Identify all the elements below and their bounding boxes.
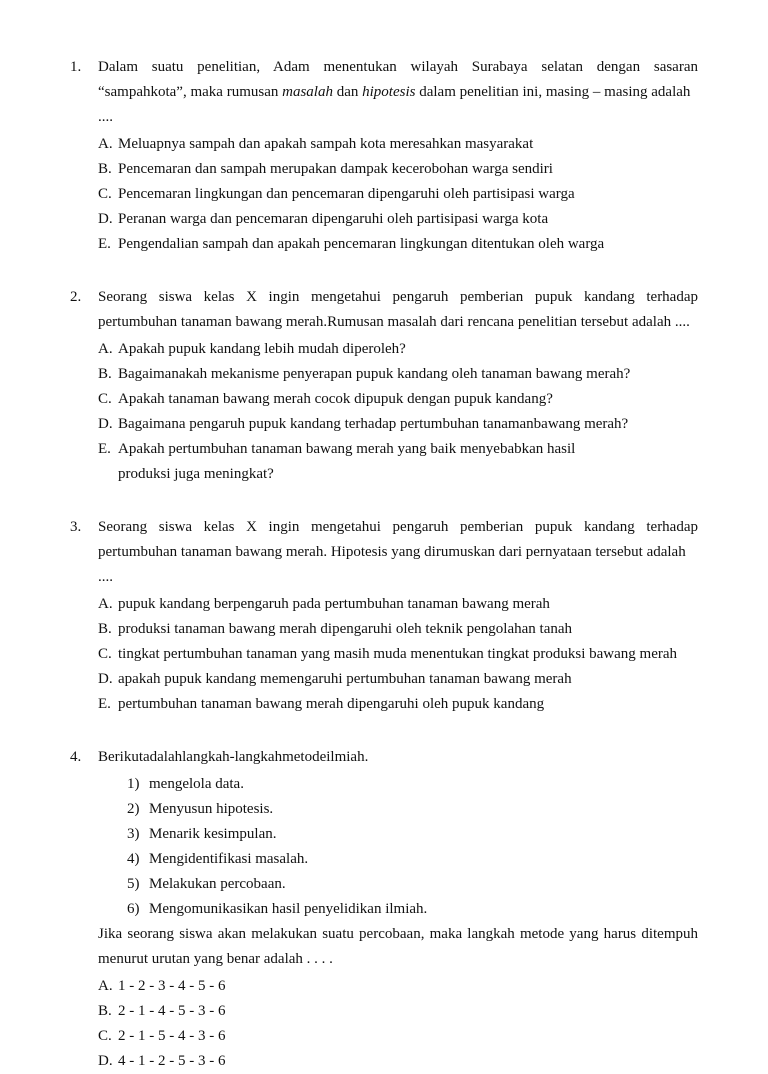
option-letter: D. — [98, 671, 113, 687]
question-4-options — [98, 974, 698, 1074]
question-4 — [70, 745, 698, 1074]
option-row[interactable] — [98, 692, 698, 717]
step-text: Mengidentifikasi masalah. — [149, 851, 309, 867]
question-1-dots: .... — [98, 109, 113, 125]
option-row[interactable] — [98, 207, 698, 232]
option-text: Pencemaran dan sampah merupakan dampak kecerobohan warga sendiri — [118, 161, 553, 177]
option-text: Pengendalian sampah dan apakah pencemaran lingkungan ditentukan oleh warga — [118, 236, 605, 252]
option-row[interactable] — [98, 974, 698, 999]
question-2-number: 2. — [70, 289, 82, 305]
step-text: Menyusun hipotesis. — [149, 801, 274, 817]
option-continuation: produksi juga meningkat? — [118, 466, 274, 482]
option-row[interactable] — [98, 362, 698, 387]
block-spacer — [70, 505, 698, 515]
option-text: Apakah pupuk kandang lebih mudah diperoleh? — [118, 341, 406, 357]
option-letter: B. — [98, 161, 112, 177]
question-1-stem-row — [70, 55, 698, 105]
option-text: apakah pupuk kandang memengaruhi pertumbuhan tanaman bawang merah — [118, 671, 572, 687]
step-item — [127, 822, 698, 847]
question-1-stem-part3: dalam penelitian ini, masing – masing adalah — [415, 84, 691, 100]
option-letter: C. — [98, 391, 112, 407]
option-letter: C. — [98, 1028, 112, 1044]
option-text: 1 - 2 - 3 - 4 - 5 - 6 — [118, 978, 226, 994]
option-letter: B. — [98, 366, 112, 382]
option-text: Peranan warga dan pencemaran dipengaruhi oleh partisipasi warga kota — [118, 211, 549, 227]
option-text: produksi tanaman bawang merah dipengaruhi oleh teknik pengolahan tanah — [118, 621, 573, 637]
option-letter: D. — [98, 211, 113, 227]
option-letter: A. — [98, 136, 113, 152]
question-1-stem-part1: Dalam suatu penelitian, Adam menentukan wilayah Surabaya selatan dengan sasaran “sampahkota”, maka rumusan — [98, 59, 698, 100]
block-spacer — [70, 735, 698, 745]
option-letter: D. — [98, 416, 113, 432]
option-row[interactable] — [98, 437, 698, 462]
question-3-stem-row — [70, 515, 698, 565]
option-letter: C. — [98, 646, 112, 662]
question-1-italic-masalah: masalah — [282, 84, 333, 100]
question-4-stem-row — [70, 745, 698, 770]
option-letter: A. — [98, 978, 113, 994]
question-4-closing: Jika seorang siswa akan melakukan suatu percobaan, maka langkah metode yang harus ditempuh menurut urutan yang benar adalah . . . . — [98, 926, 698, 967]
option-text: Bagaimana pengaruh pupuk kandang terhadap pertumbuhan tanamanbawang merah? — [118, 416, 629, 432]
question-1 — [70, 55, 698, 257]
option-text: 2 - 1 - 5 - 4 - 3 - 6 — [118, 1028, 226, 1044]
option-row[interactable] — [98, 182, 698, 207]
option-text: Apakah tanaman bawang merah cocok dipupuk dengan pupuk kandang? — [118, 391, 553, 407]
option-text: pupuk kandang berpengaruh pada pertumbuhan tanaman bawang merah — [118, 596, 550, 612]
option-row[interactable] — [98, 592, 698, 617]
question-2 — [70, 285, 698, 487]
question-1-stem-part2: dan — [332, 84, 363, 100]
question-3-stem: Seorang siswa kelas X ingin mengetahui pengaruh pemberian pupuk kandang terhadap pertumbuhan tanaman bawang merah. Hipotesis yang dirumuskan dari pernyataan tersebut adalah — [98, 519, 698, 560]
option-text: pertumbuhan tanaman bawang merah dipengaruhi oleh pupuk kandang — [118, 696, 545, 712]
option-letter: E. — [98, 441, 111, 457]
option-row[interactable] — [98, 132, 698, 157]
option-row[interactable] — [98, 337, 698, 362]
step-marker: 6) — [127, 901, 140, 917]
step-text: Menarik kesimpulan. — [149, 826, 277, 842]
option-letter: D. — [98, 1053, 113, 1069]
step-marker: 2) — [127, 801, 140, 817]
step-text: Mengomunikasikan hasil penyelidikan ilmiah. — [149, 901, 428, 917]
question-2-stem: Seorang siswa kelas X ingin mengetahui pengaruh pemberian pupuk kandang terhadap pertumbuhan tanaman bawang merah.Rumusan masalah dari rencana penelitian tersebut adalah .... — [98, 289, 698, 330]
step-marker: 3) — [127, 826, 140, 842]
question-4-number: 4. — [70, 749, 82, 765]
question-2-options — [98, 337, 698, 487]
question-1-number: 1. — [70, 59, 82, 75]
question-3-options — [98, 592, 698, 717]
option-row[interactable] — [98, 387, 698, 412]
option-text: 4 - 1 - 2 - 5 - 3 - 6 — [118, 1053, 226, 1069]
option-row[interactable] — [98, 642, 698, 667]
question-1-options — [98, 132, 698, 257]
option-letter: A. — [98, 341, 113, 357]
question-3-dots: .... — [98, 569, 113, 585]
option-row[interactable] — [98, 157, 698, 182]
step-text: Melakukan percobaan. — [149, 876, 286, 892]
option-row[interactable] — [98, 412, 698, 437]
option-row[interactable] — [98, 1024, 698, 1049]
option-row[interactable] — [98, 617, 698, 642]
step-item — [127, 847, 698, 872]
question-2-stem-row — [70, 285, 698, 335]
option-row[interactable] — [98, 1049, 698, 1074]
option-letter: E. — [98, 236, 111, 252]
question-1-italic-hipotesis: hipotesis — [362, 84, 416, 100]
option-letter: E. — [98, 696, 111, 712]
question-4-steps — [127, 772, 698, 922]
option-text: Apakah pertumbuhan tanaman bawang merah yang baik menyebabkan hasil — [118, 441, 576, 457]
question-3-number: 3. — [70, 519, 82, 535]
step-text: mengelola data. — [149, 776, 244, 792]
question-1-stem — [98, 55, 698, 105]
step-marker: 1) — [127, 776, 140, 792]
option-text: Pencemaran lingkungan dan pencemaran dipengaruhi oleh partisipasi warga — [118, 186, 575, 202]
option-text: Meluapnya sampah dan apakah sampah kota meresahkan masyarakat — [118, 136, 534, 152]
step-marker: 5) — [127, 876, 140, 892]
option-row[interactable] — [98, 999, 698, 1024]
option-text: tingkat pertumbuhan tanaman yang masih muda menentukan tingkat produksi bawang merah — [118, 646, 678, 662]
step-item — [127, 897, 698, 922]
option-row[interactable] — [98, 667, 698, 692]
option-letter: B. — [98, 1003, 112, 1019]
question-4-stem: Berikutadalahlangkah-langkahmetodeilmiah. — [98, 749, 369, 765]
block-spacer — [70, 275, 698, 285]
step-item — [127, 772, 698, 797]
option-letter: C. — [98, 186, 112, 202]
step-marker: 4) — [127, 851, 140, 867]
question-3 — [70, 515, 698, 717]
option-text: Bagaimanakah mekanisme penyerapan pupuk kandang oleh tanaman bawang merah? — [118, 366, 631, 382]
option-letter: A. — [98, 596, 113, 612]
step-item — [127, 872, 698, 897]
option-text: 2 - 1 - 4 - 5 - 3 - 6 — [118, 1003, 226, 1019]
option-row[interactable] — [98, 232, 698, 257]
step-item — [127, 797, 698, 822]
option-letter: B. — [98, 621, 112, 637]
